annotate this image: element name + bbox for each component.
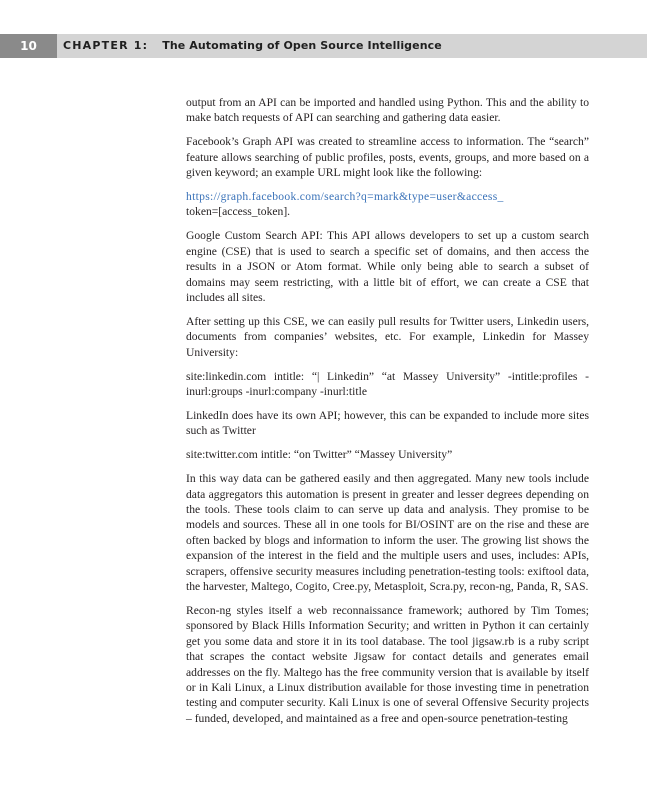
url-link[interactable]: https://graph.facebook.com/search?q=mark&type=user&access_ [186, 190, 504, 204]
search-query-example: site:linkedin.com intitle: “| Linkedin” “at Massey University” -intitle:profiles -inurl:groups -inurl:company -inurl:title [186, 369, 589, 398]
paragraph: Recon-ng styles itself a web reconnaissance framework; authored by Tim Tomes; sponsored by Black Hills Information Security; and written in Python it can certainly get you some data and store it in its tool database. The tool jigsaw.rb is a ruby script that scrapes the contact website Jigsaw for contact details and generates email addresses on the fly. Maltego has the free community version that is available by itself or in Kali Linux, a Linux distribution available for those investing time in penetration testing and computer security. Kali Linux is one of several Offensive Security projects – funded, developed, and maintained as a free and open-source penetration-testing [186, 603, 589, 725]
paragraph: LinkedIn does have its own API; however, this can be expanded to include more sites such as Twitter [186, 408, 589, 438]
search-query-example: site:twitter.com intitle: “on Twitter” “Massey University” [186, 448, 453, 462]
paragraph: After setting up this CSE, we can easily pull results for Twitter users, Linkedin users, documents from companies’ websites, etc. For example, Linkedin for Massey University: [186, 314, 589, 359]
running-header [0, 34, 647, 58]
body-text [186, 95, 589, 735]
chapter-label: CHAPTER 1: [63, 39, 149, 52]
paragraph: output from an API can be imported and handled using Python. This and the ability to make batch requests of API can searching and gathering data easier. [186, 96, 589, 125]
chapter-heading [63, 34, 442, 58]
paragraph: In this way data can be gathered easily and then aggregated. Many new tools include data aggregators this automation is present in greater and lesser degrees depending on the tools. These tools claim to can serve up data and analysis. They promise to be models and sources. These all in one tools for BI/OSINT are on the rise and these are often backed by blogs and information to inform the user. The growing list shows the expansion of the interest in the field and the multiple users and uses, includes: APIs, scrapers, offensive security measures including penetration-testing tools: exiftool data, the harvester, Maltego, Cogito, Cree.py, Metasploit, Scra.py, recon-ng, Panda, R, SAS. [186, 472, 589, 593]
paragraph: Facebook’s Graph API was created to streamline access to information. The “search” feature allows searching of public profiles, posts, events, groups, and more based on a given keyword; an example URL might look like the following: [186, 135, 589, 180]
example-url [186, 189, 589, 220]
paragraph: Google Custom Search API: This API allows developers to set up a custom search engine (CSE) that is used to search a specific set of domains, and then access the results in a JSON or Atom format. While only being able to search a subset of domains may seem restricting, with a little bit of effort, we can create a CSE that includes all sites. [186, 229, 589, 304]
page-number: 10 [0, 34, 57, 58]
chapter-title: The Automating of Open Source Intelligence [162, 39, 442, 52]
url-continuation: token=[access_token]. [186, 205, 291, 219]
